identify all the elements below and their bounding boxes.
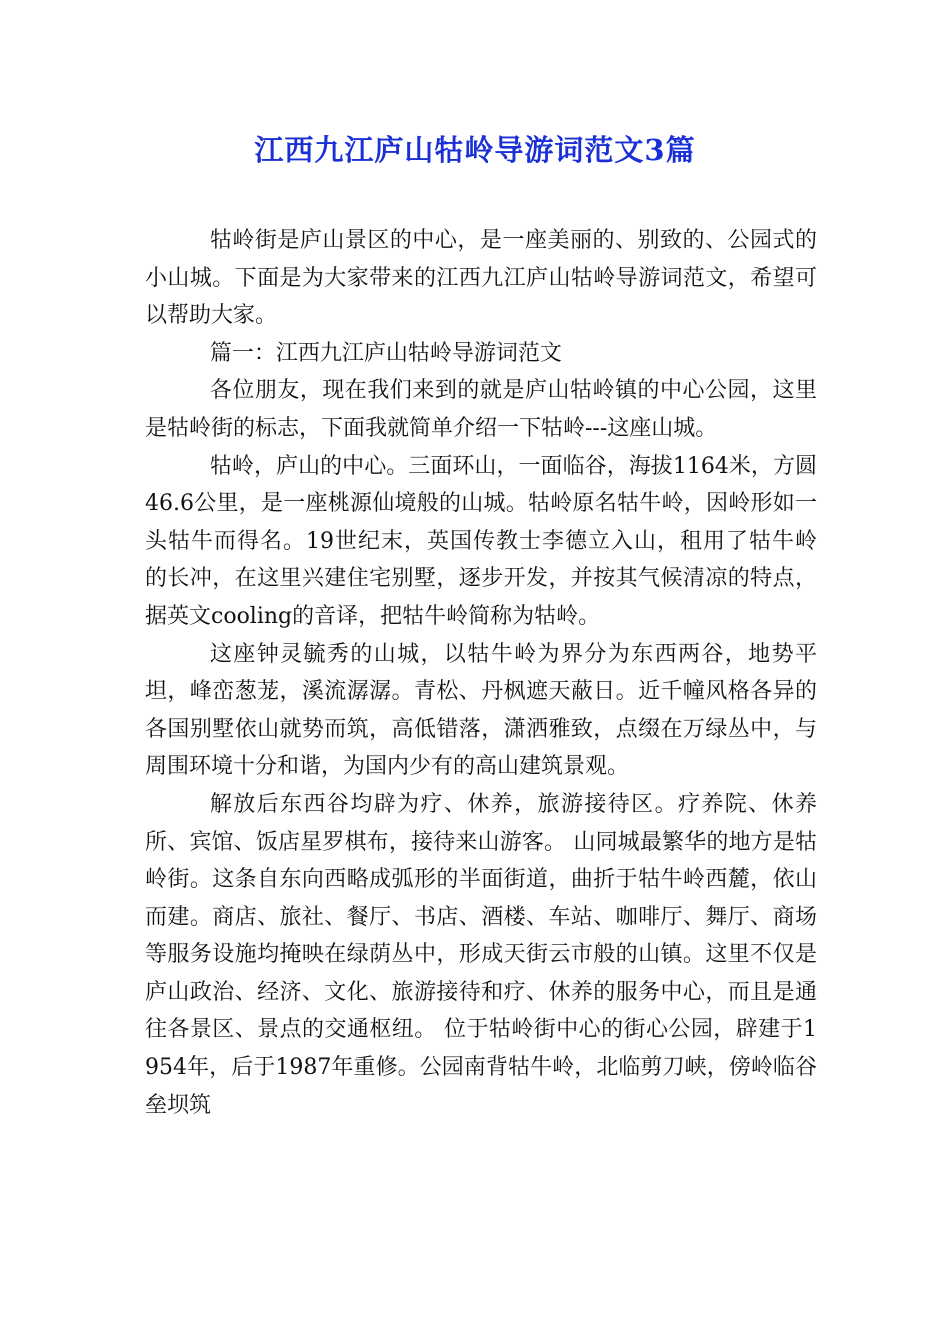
- paragraph-greeting: 各位朋友，现在我们来到的就是庐山牯岭镇的中心公园，这里是牯岭街的标志，下面我就简单介绍一下牯岭---这座山城。: [145, 378, 817, 441]
- document-title: 江西九江庐山牯岭导游词范文3篇: [254, 133, 696, 167]
- paragraph-section-heading: 篇一：江西九江庐山牯岭导游词范文: [209, 340, 562, 366]
- paragraph-intro: 牯岭街是庐山景区的中心，是一座美丽的、别致的、公园式的小山城。下面是为大家带来的江西九江庐山牯岭导游词范文，希望可以帮助大家。: [145, 228, 817, 329]
- paragraph-guling-overview: 牯岭，庐山的中心。三面环山，一面临谷，海拔1164米，方圆46.6公里，是一座桃源仙境般的山城。牯岭原名牯牛岭，因岭形如一头牯牛而得名。19世纪末，英国传教士李德立入山，租用了牯牛岭 的长冲，在这里兴建住宅别墅，逐步开发，并按其气候清凉的特点，据英文cooling的音译，把牯牛岭简称为牯岭。: [145, 453, 817, 629]
- document-body: [145, 222, 817, 1124]
- paragraph-guling-street: 解放后东西谷均辟为疗、休养，旅游接待区。疗养院、休养所、宾馆、饭店星罗棋布，接待来山游客。 山同城最繁华的地方是牯岭街。这条自东向西略成弧形的半面街道，曲折于牯牛岭西麓，依山而建。商店、旅社、餐厅、书店、酒楼、车站、咖啡厅、舞厅、商场等服务设施均掩映在绿荫丛中，形成天街云市般的山镇。这里不仅是庐山政治、经济、文化、旅游接待和疗、休养的服务中心，而且是通往各景区、景点的交通枢纽。 位于牯岭街中心的街心公园，辟建于1954年，后于1987年重修。公园南背牯牛岭，北临剪刀峡，傍岭临谷垒坝筑: [145, 791, 817, 1118]
- paragraph-mountain-city: 这座钟灵毓秀的山城，以牯牛岭为界分为东西两谷，地势平坦，峰峦葱茏，溪流潺潺。青松、丹枫遮天蔽日。近千幢风格各异的各国别墅依山就势而筑，高低错落，潇洒雅致，点缀在万绿丛中，与周围环境十分和谐，为国内少有的高山建筑景观。: [145, 641, 817, 780]
